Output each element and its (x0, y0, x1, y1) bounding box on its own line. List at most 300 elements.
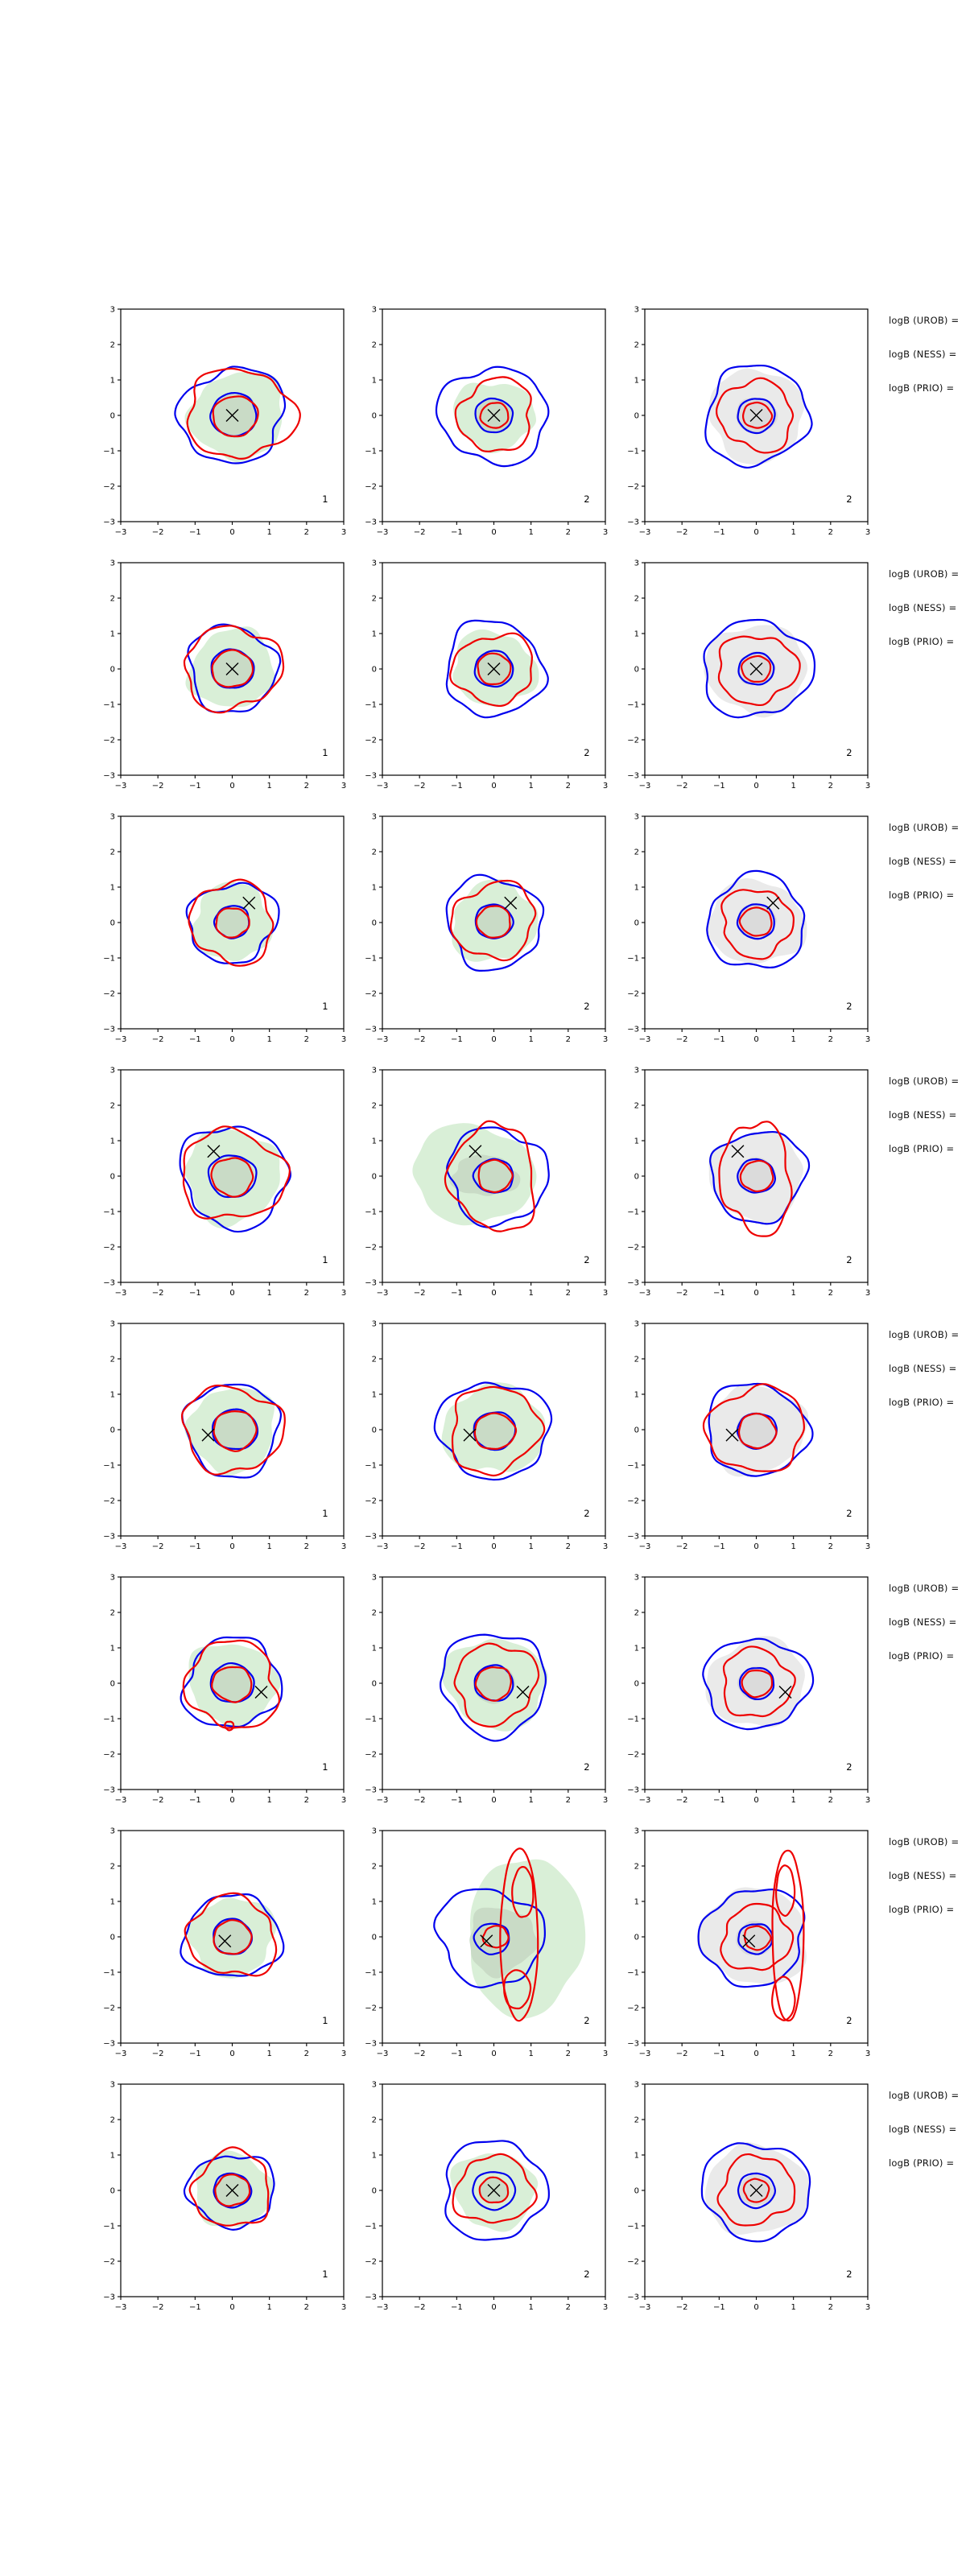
logB-annotation: logB (PRIO) = (889, 1397, 955, 1408)
x-tick-label: −2 (413, 2050, 426, 2058)
y-tick-label: −2 (103, 1750, 115, 1760)
y-tick-label: 2 (634, 1101, 639, 1111)
y-tick-label: 3 (634, 812, 639, 822)
logB-annotation: logB (UROB) = (889, 1329, 960, 1340)
y-tick-label: −1 (627, 447, 639, 456)
y-tick-label: 1 (371, 1644, 377, 1653)
subplot-r8c3 (621, 2079, 874, 2318)
corner-label: 2 (846, 1507, 852, 1519)
subplot-r5c3 (621, 1319, 874, 1557)
x-tick-label: 1 (266, 1035, 272, 1044)
x-tick-label: −2 (413, 1542, 426, 1551)
subplot-r4c3 (621, 1065, 874, 1303)
y-tick-label: 1 (109, 2151, 115, 2161)
logB-annotation: logB (NESS) = (889, 2124, 957, 2135)
logB-annotation: logB (PRIO) = (889, 1143, 955, 1154)
y-tick-label: −3 (103, 771, 115, 781)
subplot-r4c2 (358, 1065, 612, 1303)
y-tick-label: 3 (371, 1066, 377, 1075)
x-tick-label: −1 (188, 782, 201, 791)
y-tick-label: 2 (371, 1101, 377, 1111)
y-tick-label: 0 (109, 665, 115, 675)
y-tick-label: −2 (103, 1496, 115, 1506)
x-tick-label: 1 (528, 1542, 534, 1551)
x-tick-label: −3 (638, 1796, 651, 1805)
corner-label: 2 (846, 2014, 852, 2026)
x-tick-label: 0 (229, 782, 235, 791)
y-tick-label: −1 (365, 700, 377, 710)
y-tick-label: 2 (371, 2116, 377, 2125)
x-tick-label: −1 (450, 1289, 463, 1298)
x-tick-label: 2 (565, 782, 572, 791)
x-tick-label: −3 (638, 1542, 651, 1551)
x-tick-label: 0 (753, 1035, 759, 1044)
y-tick-label: 0 (634, 1933, 639, 1942)
y-tick-label: 3 (634, 1319, 639, 1329)
y-tick-label: 0 (371, 665, 377, 675)
y-tick-label: 1 (634, 1897, 639, 1907)
x-tick-label: 1 (528, 2050, 534, 2058)
y-tick-label: −2 (627, 1243, 639, 1253)
y-tick-label: −2 (365, 2004, 377, 2013)
subplot-r3c2 (358, 811, 612, 1050)
x-tick-label: 3 (341, 528, 347, 537)
y-tick-label: 0 (109, 2186, 115, 2196)
x-tick-label: −1 (712, 1542, 725, 1551)
y-tick-label: −2 (627, 1496, 639, 1506)
x-tick-label: 0 (229, 2303, 235, 2312)
logB-annotation: logB (UROB) = (889, 1583, 960, 1594)
y-tick-label: −3 (627, 518, 639, 527)
y-tick-label: 2 (371, 594, 377, 604)
x-tick-label: 0 (229, 2050, 235, 2058)
x-tick-label: −2 (151, 1542, 164, 1551)
x-tick-label: 2 (828, 1035, 834, 1044)
x-tick-label: 2 (828, 2303, 834, 2312)
x-tick-label: 1 (528, 528, 534, 537)
corner-label: 2 (584, 2014, 590, 2026)
x-tick-label: 1 (266, 528, 272, 537)
y-tick-label: −3 (627, 1278, 639, 1288)
x-tick-label: 1 (791, 528, 796, 537)
y-tick-label: 1 (371, 376, 377, 386)
corner-label: 2 (846, 2268, 852, 2280)
x-tick-label: 3 (865, 1796, 871, 1805)
corner-label: 2 (584, 1253, 590, 1265)
x-tick-label: −3 (638, 2303, 651, 2312)
y-tick-label: −1 (627, 2222, 639, 2231)
logB-annotation: logB (UROB) = (889, 822, 960, 833)
x-tick-label: 2 (828, 528, 834, 537)
x-tick-label: −2 (151, 782, 164, 791)
y-tick-label: 1 (109, 1897, 115, 1907)
y-tick-label: 3 (371, 2080, 377, 2090)
x-tick-label: 3 (602, 1035, 609, 1044)
x-tick-label: 0 (491, 2050, 497, 2058)
x-tick-label: −3 (114, 1542, 127, 1551)
x-tick-label: −1 (450, 782, 463, 791)
y-tick-label: −3 (103, 1278, 115, 1288)
y-tick-label: 1 (634, 883, 639, 893)
x-tick-label: −3 (638, 1035, 651, 1044)
x-tick-label: 2 (565, 1796, 572, 1805)
x-tick-label: −1 (712, 528, 725, 537)
x-tick-label: −2 (675, 2050, 688, 2058)
x-tick-label: 1 (791, 1289, 796, 1298)
y-tick-label: 2 (371, 1608, 377, 1618)
y-tick-label: −2 (365, 2257, 377, 2267)
y-tick-label: −1 (365, 447, 377, 456)
y-tick-label: −1 (103, 700, 115, 710)
y-tick-label: 3 (371, 559, 377, 568)
subplot-r1c3 (621, 304, 874, 543)
x-tick-label: −1 (450, 1796, 463, 1805)
y-tick-label: −2 (103, 2257, 115, 2267)
x-tick-label: 0 (753, 1796, 759, 1805)
corner-label: 2 (584, 1000, 590, 1012)
x-tick-label: 0 (753, 1542, 759, 1551)
y-tick-label: 3 (371, 812, 377, 822)
x-tick-label: −1 (188, 2303, 201, 2312)
x-tick-label: −1 (188, 1542, 201, 1551)
logB-annotation: logB (NESS) = (889, 1870, 957, 1881)
y-tick-label: 1 (634, 1137, 639, 1146)
x-tick-label: 2 (565, 1289, 572, 1298)
x-tick-label: 0 (753, 782, 759, 791)
x-tick-label: −3 (376, 1796, 389, 1805)
x-tick-label: −2 (675, 2303, 688, 2312)
y-tick-label: 0 (109, 1426, 115, 1435)
x-tick-label: 3 (602, 1796, 609, 1805)
logB-annotation: logB (NESS) = (889, 1363, 957, 1374)
y-tick-label: 3 (371, 1319, 377, 1329)
y-tick-label: 1 (109, 883, 115, 893)
x-tick-label: 3 (865, 2050, 871, 2058)
x-tick-label: −2 (675, 1796, 688, 1805)
y-tick-label: 0 (109, 1933, 115, 1942)
x-tick-label: 1 (528, 782, 534, 791)
y-tick-label: 1 (371, 630, 377, 639)
y-tick-label: −3 (103, 2039, 115, 2049)
corner-label: 1 (322, 2268, 328, 2280)
y-tick-label: 3 (109, 812, 115, 822)
y-tick-label: 0 (371, 2186, 377, 2196)
x-tick-label: 0 (753, 2303, 759, 2312)
y-tick-label: 2 (371, 1355, 377, 1364)
subplot-r3c1 (97, 811, 350, 1050)
x-tick-label: 1 (791, 2050, 796, 2058)
x-tick-label: 2 (565, 2303, 572, 2312)
y-tick-label: 1 (109, 1390, 115, 1400)
subplot-r6c2 (358, 1572, 612, 1810)
x-tick-label: 1 (266, 2303, 272, 2312)
y-tick-label: 0 (109, 919, 115, 928)
x-tick-label: 3 (602, 2050, 609, 2058)
x-tick-label: 0 (229, 1289, 235, 1298)
y-tick-label: 3 (109, 1827, 115, 1836)
subplot-r7c3 (621, 1826, 874, 2064)
y-tick-label: −1 (627, 1461, 639, 1471)
x-tick-label: 3 (602, 782, 609, 791)
subplot-r1c2 (358, 304, 612, 543)
y-tick-label: 3 (371, 1827, 377, 1836)
x-tick-label: −1 (450, 528, 463, 537)
y-tick-label: 2 (634, 1608, 639, 1618)
x-tick-label: −2 (675, 782, 688, 791)
x-tick-label: 3 (865, 782, 871, 791)
x-tick-label: 0 (491, 1796, 497, 1805)
y-tick-label: −1 (627, 700, 639, 710)
y-tick-label: −3 (365, 2293, 377, 2302)
logB-annotation: logB (PRIO) = (889, 636, 955, 647)
logB-annotation: logB (NESS) = (889, 1109, 957, 1121)
corner-label: 2 (584, 746, 590, 758)
y-tick-label: 3 (109, 1573, 115, 1583)
y-tick-label: −3 (103, 518, 115, 527)
y-tick-label: 3 (634, 2080, 639, 2090)
logB-annotation: logB (UROB) = (889, 315, 960, 326)
y-tick-label: 3 (371, 1573, 377, 1583)
y-tick-label: 1 (371, 1390, 377, 1400)
x-tick-label: 3 (865, 1035, 871, 1044)
x-tick-label: 0 (491, 2303, 497, 2312)
subplot-r1c1 (97, 304, 350, 543)
x-tick-label: 2 (303, 2050, 310, 2058)
x-tick-label: −2 (675, 1542, 688, 1551)
x-tick-label: −2 (151, 528, 164, 537)
y-tick-label: −3 (627, 1025, 639, 1034)
y-tick-label: 3 (109, 1066, 115, 1075)
x-tick-label: −3 (114, 1289, 127, 1298)
y-tick-label: −3 (627, 2293, 639, 2302)
y-tick-label: −3 (103, 1532, 115, 1542)
logB-annotation: logB (PRIO) = (889, 2157, 955, 2169)
y-tick-label: −1 (627, 954, 639, 964)
y-tick-label: −3 (365, 518, 377, 527)
y-tick-label: 1 (109, 1137, 115, 1146)
y-tick-label: −3 (103, 2293, 115, 2302)
x-tick-label: 0 (491, 528, 497, 537)
logB-annotation: logB (NESS) = (889, 1616, 957, 1628)
y-tick-label: 1 (634, 2151, 639, 2161)
y-tick-label: 1 (371, 883, 377, 893)
y-tick-label: −1 (627, 1968, 639, 1978)
y-tick-label: 2 (109, 1862, 115, 1872)
y-tick-label: −2 (365, 1243, 377, 1253)
logB-annotation: logB (NESS) = (889, 856, 957, 867)
y-tick-label: 0 (371, 1679, 377, 1689)
x-tick-label: 3 (341, 2050, 347, 2058)
y-tick-label: −1 (365, 954, 377, 964)
x-tick-label: −2 (413, 528, 426, 537)
subplot-r2c1 (97, 558, 350, 796)
x-tick-label: 1 (266, 782, 272, 791)
x-tick-label: 0 (753, 1289, 759, 1298)
y-tick-label: 1 (109, 1644, 115, 1653)
x-tick-label: −1 (712, 1289, 725, 1298)
y-tick-label: 1 (634, 1390, 639, 1400)
corner-label: 2 (846, 746, 852, 758)
y-tick-label: −1 (103, 1461, 115, 1471)
corner-label: 2 (584, 1761, 590, 1773)
y-tick-label: 3 (634, 1573, 639, 1583)
y-tick-label: 1 (371, 1137, 377, 1146)
x-tick-label: −3 (638, 528, 651, 537)
logB-annotation: logB (UROB) = (889, 568, 960, 580)
logB-annotation: logB (UROB) = (889, 1836, 960, 1847)
x-tick-label: 2 (565, 1035, 572, 1044)
y-tick-label: 0 (634, 411, 639, 421)
x-tick-label: −1 (712, 2050, 725, 2058)
y-tick-label: 3 (109, 559, 115, 568)
x-tick-label: −1 (188, 528, 201, 537)
x-tick-label: −3 (114, 2050, 127, 2058)
x-tick-label: 3 (865, 2303, 871, 2312)
y-tick-label: 3 (371, 305, 377, 315)
x-tick-label: −3 (638, 2050, 651, 2058)
y-tick-label: −1 (365, 1715, 377, 1724)
x-tick-label: −3 (114, 2303, 127, 2312)
x-tick-label: −2 (675, 528, 688, 537)
y-tick-label: 0 (371, 1426, 377, 1435)
y-tick-label: −2 (365, 736, 377, 745)
y-tick-label: 2 (634, 594, 639, 604)
x-tick-label: 2 (303, 1542, 310, 1551)
y-tick-label: −1 (103, 1968, 115, 1978)
y-tick-label: −1 (103, 954, 115, 964)
y-tick-label: −2 (365, 1750, 377, 1760)
subplot-r3c3 (621, 811, 874, 1050)
x-tick-label: −3 (376, 1289, 389, 1298)
x-tick-label: 3 (602, 1542, 609, 1551)
y-tick-label: 2 (109, 1608, 115, 1618)
y-tick-label: −2 (627, 2257, 639, 2267)
logB-annotation: logB (UROB) = (889, 1075, 960, 1087)
y-tick-label: 3 (109, 1319, 115, 1329)
y-tick-label: 3 (634, 1066, 639, 1075)
y-tick-label: 2 (109, 1101, 115, 1111)
x-tick-label: −2 (151, 2303, 164, 2312)
x-tick-label: 3 (602, 1289, 609, 1298)
x-tick-label: −3 (638, 782, 651, 791)
x-tick-label: −1 (712, 1796, 725, 1805)
y-tick-label: −2 (627, 482, 639, 492)
y-tick-label: −2 (627, 989, 639, 999)
y-tick-label: −3 (365, 1278, 377, 1288)
x-tick-label: 1 (791, 782, 796, 791)
x-tick-label: 2 (828, 1542, 834, 1551)
y-tick-label: −1 (365, 1208, 377, 1217)
corner-label: 2 (846, 1253, 852, 1265)
y-tick-label: 1 (109, 376, 115, 386)
x-tick-label: −3 (376, 1542, 389, 1551)
x-tick-label: 3 (865, 1289, 871, 1298)
y-tick-label: −3 (627, 1785, 639, 1795)
y-tick-label: 2 (109, 1355, 115, 1364)
x-tick-label: 2 (565, 2050, 572, 2058)
y-tick-label: 3 (634, 559, 639, 568)
x-tick-label: −2 (413, 1035, 426, 1044)
y-tick-label: 2 (634, 1862, 639, 1872)
y-tick-label: 2 (634, 848, 639, 857)
corner-label: 2 (584, 1507, 590, 1519)
y-tick-label: 0 (371, 1172, 377, 1182)
y-tick-label: −1 (103, 2222, 115, 2231)
x-tick-label: 2 (828, 2050, 834, 2058)
x-tick-label: 3 (341, 782, 347, 791)
subplot-r4c1 (97, 1065, 350, 1303)
logB-annotation: logB (UROB) = (889, 2090, 960, 2101)
y-tick-label: 2 (634, 2116, 639, 2125)
y-tick-label: 0 (634, 665, 639, 675)
y-tick-label: 0 (634, 2186, 639, 2196)
x-tick-label: 3 (865, 1542, 871, 1551)
y-tick-label: 0 (371, 919, 377, 928)
x-tick-label: −3 (114, 1796, 127, 1805)
y-tick-label: −2 (103, 2004, 115, 2013)
y-tick-label: 2 (634, 1355, 639, 1364)
x-tick-label: 1 (528, 1035, 534, 1044)
x-tick-label: 0 (491, 782, 497, 791)
x-tick-label: −1 (450, 1542, 463, 1551)
x-tick-label: −1 (188, 2050, 201, 2058)
x-tick-label: 0 (229, 528, 235, 537)
x-tick-label: 2 (303, 1796, 310, 1805)
y-tick-label: 3 (634, 305, 639, 315)
y-tick-label: 0 (634, 919, 639, 928)
y-tick-label: −3 (627, 2039, 639, 2049)
y-tick-label: 1 (371, 1897, 377, 1907)
x-tick-label: −2 (151, 2050, 164, 2058)
x-tick-label: 1 (791, 1542, 796, 1551)
x-tick-label: 1 (791, 1796, 796, 1805)
y-tick-label: 0 (109, 1172, 115, 1182)
y-tick-label: −1 (103, 1208, 115, 1217)
x-tick-label: 0 (491, 1035, 497, 1044)
y-tick-label: 2 (371, 848, 377, 857)
y-tick-label: 3 (109, 305, 115, 315)
y-tick-label: −1 (103, 447, 115, 456)
y-tick-label: 0 (371, 1933, 377, 1942)
y-tick-label: −1 (627, 1208, 639, 1217)
corner-label: 1 (322, 493, 328, 505)
y-tick-label: −3 (103, 1025, 115, 1034)
y-tick-label: 1 (634, 376, 639, 386)
y-tick-label: −3 (103, 1785, 115, 1795)
x-tick-label: 3 (341, 2303, 347, 2312)
x-tick-label: −2 (675, 1289, 688, 1298)
logB-annotation: logB (PRIO) = (889, 1904, 955, 1915)
y-tick-label: −2 (103, 736, 115, 745)
x-tick-label: 1 (266, 1289, 272, 1298)
y-tick-label: −3 (365, 771, 377, 781)
y-tick-label: 2 (109, 848, 115, 857)
logB-annotation: logB (PRIO) = (889, 1650, 955, 1662)
x-tick-label: 1 (266, 1796, 272, 1805)
y-tick-label: −2 (103, 482, 115, 492)
x-tick-label: −1 (450, 2303, 463, 2312)
x-tick-label: 3 (341, 1796, 347, 1805)
y-tick-label: −3 (365, 1025, 377, 1034)
x-tick-label: −3 (376, 2303, 389, 2312)
x-tick-label: 0 (491, 1542, 497, 1551)
corner-label: 2 (846, 1761, 852, 1773)
x-tick-label: −3 (638, 1289, 651, 1298)
subplot-r8c1 (97, 2079, 350, 2318)
y-tick-label: 2 (109, 2116, 115, 2125)
x-tick-label: −2 (413, 1796, 426, 1805)
x-tick-label: 3 (341, 1289, 347, 1298)
